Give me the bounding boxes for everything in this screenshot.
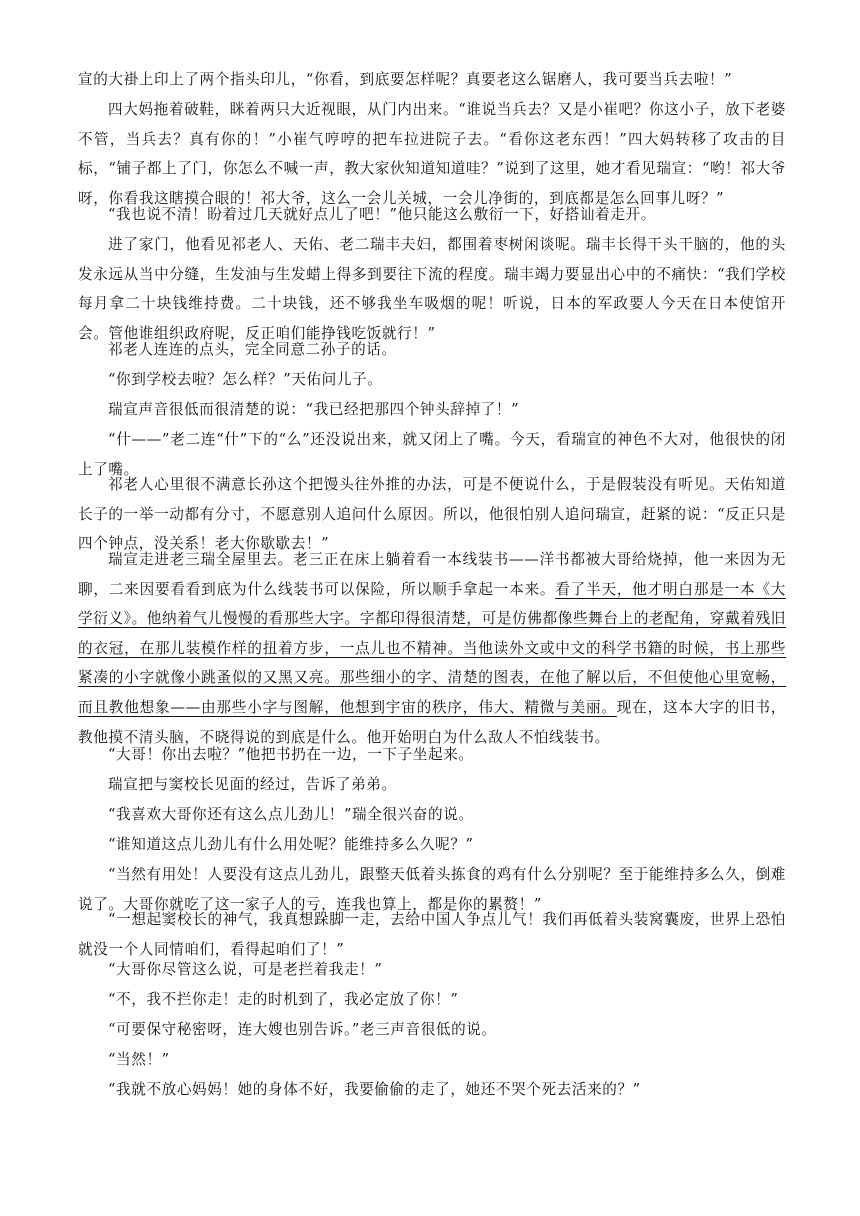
paragraph-20: “当然！” — [108, 1051, 170, 1068]
paragraph-15: “当然有用处！人要没有这点儿劲儿，跟整天低着头拣食的鸡有什么分别呢？至于能维持多么久，倒难说了。大哥你就吃了这一家子人的亏，连我也算上，都是你的累赘！” — [78, 866, 786, 913]
paragraph-19: “可要保守秘密呀，连大嫂也别告诉。”老三声音很低的说。 — [108, 1021, 497, 1038]
paragraph-3: “我也说不清！盼着过几天就好点儿了吧！”他只能这么敷衍一下，好搭讪着走开。 — [108, 206, 656, 223]
paragraph-10 — [78, 545, 786, 752]
paragraph-12: 瑞宣把与窦校长见面的经过，告诉了弟弟。 — [108, 776, 397, 793]
underlined-passage: 看了半天，他才明白那是一本《大学衍义》。他纳着气儿慢慢的看那些大字。字都印得很清楚，可是仿佛都像些舞台上的老配角，穿戴着残旧的衣冠，在那儿装模作样的扭着方步，一点儿也不精神。当他读外文或中文的科学书籍的时候，书上那些紧凑的小字就像小跳蚤似的又黑又亮。那些细小的字、清楚的图表，在他了解以后，不但使他心里宽畅，而且教他想象——由那些小字与图解，他想到宇宙的秩序，伟大、精微与美丽。 — [78, 580, 786, 716]
paragraph-6: “你到学校去啦？怎么样？”天佑问儿子。 — [108, 371, 383, 388]
paragraph-5: 祁老人连连的点头，完全同意二孙子的话。 — [108, 341, 397, 358]
paragraph-21: “我就不放心妈妈！她的身体不好，我要偷偷的走了，她还不哭个死去活来的？” — [108, 1081, 641, 1098]
paragraph-13: “我喜欢大哥你还有这么点儿劲儿！”瑞全很兴奋的说。 — [108, 806, 474, 823]
paragraph-18: “不，我不拦你走！走的时机到了，我必定放了你！” — [108, 991, 459, 1008]
paragraph-4: 进了家门，他看见祁老人、天佑、老二瑞丰夫妇，都围着枣树闲谈呢。瑞丰长得干头干脑的，他的头发永远从当中分缝，生发油与生发蜡上得多到要往下流的程度。瑞丰竭力要显出心中的不痛快：“我们学校每月拿二十块钱维持费。二十块钱，还不够我坐车吸烟的呢！听说，日本的军政要人今天在日本使馆开会。管他谁组织政府呢，反正咱们能挣钱吃饭就行！” — [78, 236, 786, 342]
paragraph-1: 宣的大褂上印上了两个指头印儿，“你看，到底要怎样呢？真要老这么锯磨人，我可要当兵去啦！” — [78, 71, 733, 88]
paragraph-11: “大哥！你出去啦？”他把书扔在一边，一下子坐起来。 — [108, 746, 474, 763]
paragraph-14: “谁知道这点儿劲儿有什么用处呢？能维持多么久呢？” — [108, 836, 474, 853]
paragraph-17: “大哥你尽管这么说，可是老拦着我走！” — [108, 961, 383, 978]
paragraph-10-tail: 现在，这本大字的旧书，教他摸不清头脑，不晓得说的到底是什么。他开始明白为什么敌人不怕线装书。 — [78, 698, 786, 746]
paragraph-16: “一想起窦校长的神气，我真想跺脚一走，去给中国人争点儿气！我们再低着头装窝囊废，世界上恐怕就没一个人同情咱们，看得起咱们了！” — [78, 911, 786, 958]
paragraph-2: 四大妈拖着破鞋，眯着两只大近视眼，从门内出来。“谁说当兵去？又是小崔吧？你这小子，放下老婆不管，当兵去？真有你的！”小崔气哼哼的把车拉进院子去。“看你这老东西！”四大妈转移了攻击的目标，“铺子都上了门，你怎么不喊一声，教大家伙知道知道哇？”说到了这里，她才看见瑞宣：“哟！祁大爷呀，你看我这瞎摸合眼的！祁大爷，这么一会儿关城，一会儿净街的，到底都是怎么回事儿呀？” — [78, 101, 786, 207]
paragraph-7: 瑞宣声音很低而很清楚的说：“我已经把那四个钟头辞掉了！” — [108, 401, 520, 418]
paragraph-9: 祁老人心里很不满意长孙这个把馒头往外推的办法，可是不便说什么，于是假装没有听见。天佑知道长子的一举一动都有分寸，不愿意别人追问什么原因。所以，他很怕别人追问瑞宣，赶紧的说：“反正只是四个钟点，没关系！老大你歇歇去！” — [78, 476, 786, 553]
paragraph-8: “什——”老二连“什”下的“么”还没说出来，就又闭上了嘴。今天，看瑞宣的神色不大对，他很快的闭上了嘴。 — [78, 431, 786, 478]
paragraph-10-lead: 瑞宣走进老三瑞全屋里去。老三正在床上躺着看一本线装书——洋书都被大哥给烧掉，他一来因为无聊，二来因要看看到底为什么线装书可以保险，所以顺手拿起一本来。 — [78, 551, 786, 598]
